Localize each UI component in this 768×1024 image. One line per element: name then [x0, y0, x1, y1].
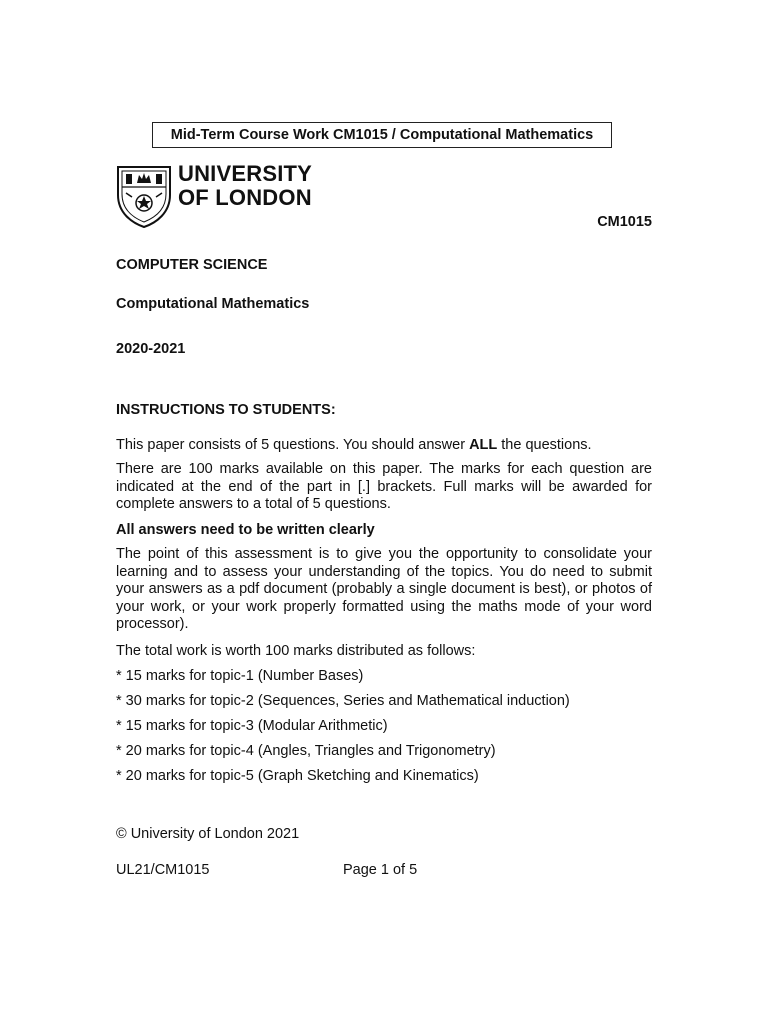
topic-item-5: * 20 marks for topic-5 (Graph Sketching and Kinematics)	[116, 768, 479, 784]
topic-item-2: * 30 marks for topic-2 (Sequences, Series and Mathematical induction)	[116, 693, 570, 709]
marks-paragraph: There are 100 marks available on this paper. The marks for each question are indicated at the end of the part in [.] brackets. Full marks will be awarded for complete answers to a total of 5 questions.	[116, 461, 652, 513]
university-crest-icon	[116, 165, 172, 229]
questions-line-prefix: This paper consists of 5 questions. You should answer	[116, 437, 470, 453]
university-logo-text	[178, 162, 312, 210]
department: COMPUTER SCIENCE	[116, 257, 268, 273]
topic-item-4: * 20 marks for topic-4 (Angles, Triangles and Trigonometry)	[116, 743, 496, 759]
page-number: Page 1 of 5	[343, 862, 418, 878]
header-title: Mid-Term Course Work CM1015 / Computational Mathematics	[170, 127, 594, 143]
questions-line	[116, 436, 592, 454]
footer-reference: UL21/CM1015	[116, 862, 210, 878]
logo-line-1: UNIVERSITY	[178, 161, 313, 186]
course-code: CM1015	[597, 214, 652, 230]
header-title-box	[152, 122, 612, 148]
answers-note: All answers need to be written clearly	[116, 522, 375, 538]
instructions-heading: INSTRUCTIONS TO STUDENTS:	[116, 402, 336, 418]
topic-item-1: * 15 marks for topic-1 (Number Bases)	[116, 668, 364, 684]
copyright: © University of London 2021	[116, 826, 300, 842]
course-title: Computational Mathematics	[116, 296, 310, 312]
total-work-line: The total work is worth 100 marks distributed as follows:	[116, 643, 476, 659]
logo-line-2: OF LONDON	[178, 185, 312, 210]
questions-line-suffix: the questions.	[497, 437, 592, 453]
academic-year: 2020-2021	[116, 341, 186, 357]
topic-item-3: * 15 marks for topic-3 (Modular Arithmetic)	[116, 718, 388, 734]
assessment-paragraph: The point of this assessment is to give you the opportunity to consolidate your learning and to assess your understanding of the topics. You do need to submit your answers as a pdf document (probably a single document is best), or photos of your work, or your work properly formatted using the maths mode of your word processor).	[116, 546, 652, 633]
questions-line-bold: ALL	[469, 437, 498, 453]
